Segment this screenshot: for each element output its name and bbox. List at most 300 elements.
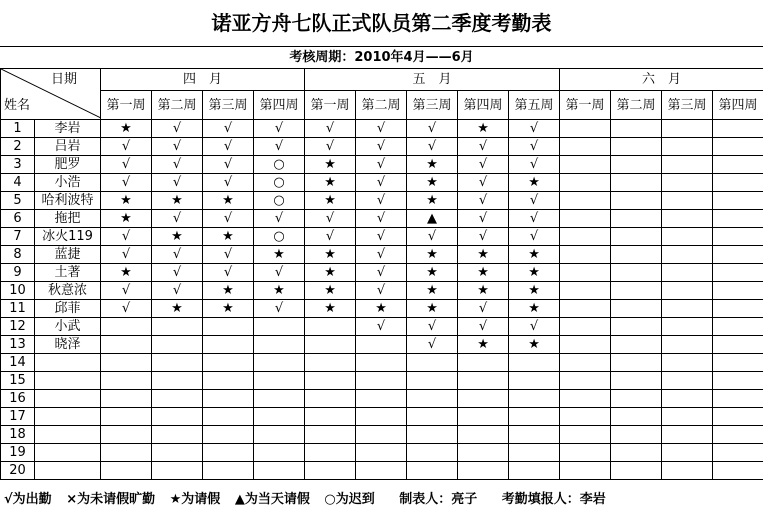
attendance-cell[interactable]: √ xyxy=(203,246,254,264)
attendance-cell[interactable] xyxy=(713,228,763,246)
attendance-cell[interactable] xyxy=(152,444,203,462)
attendance-cell[interactable] xyxy=(662,156,713,174)
attendance-cell[interactable] xyxy=(713,444,763,462)
attendance-reporter: 考勤填报人：李岩 xyxy=(501,492,606,507)
attendance-cell[interactable] xyxy=(560,426,611,444)
row-number: 13 xyxy=(1,336,35,354)
attendance-cell[interactable]: √ xyxy=(203,156,254,174)
attendance-cell[interactable] xyxy=(611,210,662,228)
attendance-cell[interactable]: √ xyxy=(458,210,509,228)
attendance-cell[interactable]: √ xyxy=(458,156,509,174)
row-number: 4 xyxy=(1,174,35,192)
attendance-cell[interactable]: √ xyxy=(101,156,152,174)
attendance-cell[interactable] xyxy=(407,426,458,444)
attendance-cell[interactable] xyxy=(560,354,611,372)
attendance-cell[interactable] xyxy=(713,246,763,264)
attendance-cell[interactable] xyxy=(611,228,662,246)
attendance-cell[interactable] xyxy=(458,426,509,444)
attendance-cell[interactable] xyxy=(254,408,305,426)
attendance-cell[interactable] xyxy=(611,354,662,372)
attendance-cell[interactable]: √ xyxy=(509,156,560,174)
attendance-cell[interactable] xyxy=(458,372,509,390)
attendance-cell[interactable] xyxy=(713,120,763,138)
table-row xyxy=(1,444,763,462)
attendance-cell[interactable]: ★ xyxy=(305,264,356,282)
attendance-cell[interactable]: √ xyxy=(356,282,407,300)
attendance-cell[interactable]: ★ xyxy=(407,282,458,300)
attendance-cell[interactable]: √ xyxy=(356,210,407,228)
member-name[interactable] xyxy=(35,444,101,462)
attendance-cell[interactable]: ★ xyxy=(356,300,407,318)
attendance-cell[interactable] xyxy=(356,354,407,372)
attendance-cell[interactable]: ★ xyxy=(203,282,254,300)
attendance-cell[interactable] xyxy=(101,372,152,390)
attendance-cell[interactable]: √ xyxy=(407,336,458,354)
attendance-cell[interactable] xyxy=(560,462,611,480)
table-row xyxy=(1,300,763,318)
attendance-cell[interactable] xyxy=(509,372,560,390)
attendance-cell[interactable]: √ xyxy=(101,174,152,192)
attendance-cell[interactable]: √ xyxy=(509,228,560,246)
attendance-cell[interactable] xyxy=(560,264,611,282)
attendance-cell[interactable] xyxy=(611,444,662,462)
attendance-cell[interactable] xyxy=(713,354,763,372)
attendance-cell[interactable] xyxy=(713,300,763,318)
member-name[interactable]: 吕岩 xyxy=(35,138,101,156)
attendance-cell[interactable] xyxy=(662,318,713,336)
row-number: 16 xyxy=(1,390,35,408)
member-name[interactable]: 蓝捷 xyxy=(35,246,101,264)
attendance-cell[interactable] xyxy=(713,282,763,300)
attendance-cell[interactable]: √ xyxy=(305,120,356,138)
attendance-cell[interactable] xyxy=(713,390,763,408)
attendance-cell[interactable] xyxy=(101,354,152,372)
attendance-cell[interactable]: √ xyxy=(407,120,458,138)
attendance-cell[interactable] xyxy=(560,282,611,300)
attendance-cell[interactable]: ○ xyxy=(254,192,305,210)
attendance-cell[interactable]: √ xyxy=(152,120,203,138)
member-name[interactable]: 拖把 xyxy=(35,210,101,228)
attendance-cell[interactable] xyxy=(203,390,254,408)
attendance-cell[interactable] xyxy=(662,372,713,390)
attendance-cell[interactable] xyxy=(407,408,458,426)
attendance-cell[interactable]: ★ xyxy=(458,120,509,138)
attendance-cell[interactable] xyxy=(560,156,611,174)
attendance-cell[interactable] xyxy=(611,282,662,300)
attendance-cell[interactable]: ★ xyxy=(509,174,560,192)
attendance-cell[interactable]: ★ xyxy=(305,282,356,300)
attendance-cell[interactable] xyxy=(152,390,203,408)
attendance-cell[interactable] xyxy=(305,390,356,408)
attendance-cell[interactable]: √ xyxy=(356,246,407,264)
attendance-cell[interactable] xyxy=(101,408,152,426)
attendance-cell[interactable]: √ xyxy=(407,318,458,336)
attendance-cell[interactable]: √ xyxy=(356,138,407,156)
attendance-cell[interactable] xyxy=(305,318,356,336)
member-name[interactable] xyxy=(35,354,101,372)
attendance-cell[interactable] xyxy=(356,462,407,480)
attendance-cell[interactable] xyxy=(305,426,356,444)
attendance-cell[interactable]: √ xyxy=(254,120,305,138)
attendance-cell[interactable] xyxy=(356,372,407,390)
member-name[interactable] xyxy=(35,462,101,480)
attendance-cell[interactable] xyxy=(713,138,763,156)
attendance-cell[interactable] xyxy=(152,318,203,336)
attendance-cell[interactable] xyxy=(407,444,458,462)
attendance-cell[interactable]: √ xyxy=(356,156,407,174)
attendance-cell[interactable] xyxy=(356,444,407,462)
attendance-cell[interactable]: √ xyxy=(203,138,254,156)
legend-late: ○为迟到 xyxy=(324,492,375,507)
attendance-cell[interactable]: √ xyxy=(305,138,356,156)
attendance-cell[interactable] xyxy=(305,444,356,462)
member-name[interactable]: 邱菲 xyxy=(35,300,101,318)
attendance-cell[interactable]: √ xyxy=(254,300,305,318)
attendance-cell[interactable]: √ xyxy=(203,264,254,282)
row-number: 9 xyxy=(1,264,35,282)
attendance-cell[interactable]: ★ xyxy=(101,210,152,228)
attendance-cell[interactable]: √ xyxy=(203,120,254,138)
attendance-cell[interactable]: ★ xyxy=(305,174,356,192)
attendance-cell[interactable]: ▲ xyxy=(407,210,458,228)
table-row xyxy=(1,372,763,390)
attendance-cell[interactable] xyxy=(713,462,763,480)
attendance-cell[interactable] xyxy=(101,390,152,408)
attendance-cell[interactable] xyxy=(662,138,713,156)
attendance-cell[interactable]: ★ xyxy=(509,336,560,354)
attendance-cell[interactable]: √ xyxy=(356,192,407,210)
attendance-cell[interactable] xyxy=(254,318,305,336)
attendance-cell[interactable] xyxy=(560,444,611,462)
attendance-cell[interactable]: √ xyxy=(458,174,509,192)
attendance-cell[interactable] xyxy=(407,354,458,372)
attendance-cell[interactable]: √ xyxy=(152,174,203,192)
attendance-cell[interactable]: √ xyxy=(152,282,203,300)
attendance-cell[interactable]: √ xyxy=(356,318,407,336)
attendance-cell[interactable] xyxy=(713,264,763,282)
attendance-cell[interactable]: ★ xyxy=(509,246,560,264)
attendance-cell[interactable]: ★ xyxy=(407,246,458,264)
member-name[interactable] xyxy=(35,408,101,426)
attendance-cell[interactable] xyxy=(203,372,254,390)
attendance-cell[interactable] xyxy=(356,336,407,354)
legend-leave: ★为请假 xyxy=(169,492,221,507)
attendance-cell[interactable] xyxy=(662,300,713,318)
attendance-cell[interactable] xyxy=(713,156,763,174)
attendance-cell[interactable] xyxy=(662,354,713,372)
attendance-cell[interactable]: √ xyxy=(305,228,356,246)
attendance-cell[interactable]: ★ xyxy=(407,174,458,192)
attendance-cell[interactable] xyxy=(152,354,203,372)
attendance-cell[interactable] xyxy=(254,462,305,480)
attendance-cell[interactable] xyxy=(305,462,356,480)
attendance-cell[interactable] xyxy=(611,372,662,390)
attendance-cell[interactable] xyxy=(152,336,203,354)
attendance-cell[interactable]: ★ xyxy=(509,264,560,282)
attendance-cell[interactable] xyxy=(254,354,305,372)
table-row xyxy=(1,138,763,156)
attendance-cell[interactable] xyxy=(662,120,713,138)
attendance-cell[interactable] xyxy=(560,390,611,408)
attendance-cell[interactable] xyxy=(611,192,662,210)
attendance-cell[interactable]: ○ xyxy=(254,228,305,246)
attendance-cell[interactable]: ★ xyxy=(458,336,509,354)
attendance-cell[interactable] xyxy=(101,336,152,354)
attendance-cell[interactable] xyxy=(611,408,662,426)
attendance-cell[interactable]: √ xyxy=(152,156,203,174)
attendance-cell[interactable] xyxy=(152,408,203,426)
attendance-cell[interactable] xyxy=(713,210,763,228)
attendance-cell[interactable]: √ xyxy=(407,228,458,246)
attendance-cell[interactable] xyxy=(101,318,152,336)
attendance-cell[interactable]: √ xyxy=(509,210,560,228)
attendance-cell[interactable]: ★ xyxy=(203,228,254,246)
attendance-cell[interactable]: ★ xyxy=(407,192,458,210)
attendance-cell[interactable] xyxy=(203,426,254,444)
attendance-cell[interactable]: √ xyxy=(458,228,509,246)
attendance-cell[interactable]: ★ xyxy=(458,264,509,282)
attendance-cell[interactable] xyxy=(458,444,509,462)
attendance-cell[interactable] xyxy=(509,390,560,408)
attendance-cell[interactable]: ★ xyxy=(305,300,356,318)
attendance-cell[interactable]: ★ xyxy=(254,246,305,264)
row-number: 12 xyxy=(1,318,35,336)
member-name[interactable]: 冰火119 xyxy=(35,228,101,246)
attendance-cell[interactable] xyxy=(560,318,611,336)
attendance-cell[interactable]: ★ xyxy=(458,282,509,300)
attendance-cell[interactable]: √ xyxy=(509,120,560,138)
attendance-cell[interactable]: √ xyxy=(356,174,407,192)
legend-same-day-leave: ▲为当天请假 xyxy=(234,492,310,507)
corner-header-cell xyxy=(1,69,101,120)
attendance-cell[interactable] xyxy=(203,408,254,426)
attendance-cell[interactable] xyxy=(713,426,763,444)
attendance-cell[interactable]: √ xyxy=(101,300,152,318)
attendance-cell[interactable]: ★ xyxy=(101,120,152,138)
attendance-cell[interactable] xyxy=(254,444,305,462)
attendance-cell[interactable]: ○ xyxy=(254,156,305,174)
attendance-cell[interactable] xyxy=(662,462,713,480)
member-name[interactable]: 土著 xyxy=(35,264,101,282)
attendance-cell[interactable] xyxy=(662,228,713,246)
attendance-cell[interactable]: √ xyxy=(254,138,305,156)
attendance-cell[interactable]: ★ xyxy=(407,156,458,174)
attendance-cell[interactable] xyxy=(203,462,254,480)
attendance-cell[interactable] xyxy=(611,120,662,138)
attendance-cell[interactable]: √ xyxy=(254,264,305,282)
member-name[interactable] xyxy=(35,390,101,408)
attendance-cell[interactable] xyxy=(458,408,509,426)
attendance-cell[interactable] xyxy=(509,408,560,426)
attendance-cell[interactable]: ★ xyxy=(305,192,356,210)
attendance-cell[interactable]: √ xyxy=(152,210,203,228)
attendance-cell[interactable]: √ xyxy=(509,192,560,210)
table-row xyxy=(1,426,763,444)
attendance-cell[interactable]: ★ xyxy=(305,246,356,264)
attendance-cell[interactable] xyxy=(611,318,662,336)
attendance-cell[interactable] xyxy=(560,192,611,210)
member-name[interactable] xyxy=(35,426,101,444)
member-name[interactable]: 李岩 xyxy=(35,120,101,138)
attendance-cell[interactable]: √ xyxy=(458,318,509,336)
attendance-cell[interactable]: ★ xyxy=(254,282,305,300)
attendance-cell[interactable]: √ xyxy=(356,120,407,138)
attendance-cell[interactable] xyxy=(101,462,152,480)
attendance-cell[interactable]: ★ xyxy=(509,282,560,300)
attendance-cell[interactable] xyxy=(509,462,560,480)
member-name[interactable]: 肥罗 xyxy=(35,156,101,174)
attendance-cell[interactable] xyxy=(152,426,203,444)
attendance-cell[interactable] xyxy=(662,174,713,192)
attendance-cell[interactable] xyxy=(611,156,662,174)
attendance-cell[interactable] xyxy=(611,336,662,354)
attendance-cell[interactable] xyxy=(356,426,407,444)
attendance-cell[interactable] xyxy=(662,282,713,300)
attendance-cell[interactable] xyxy=(611,264,662,282)
attendance-cell[interactable] xyxy=(203,354,254,372)
attendance-cell[interactable] xyxy=(254,372,305,390)
attendance-cell[interactable] xyxy=(713,336,763,354)
attendance-cell[interactable] xyxy=(152,462,203,480)
member-name[interactable]: 晓泽 xyxy=(35,336,101,354)
attendance-cell[interactable] xyxy=(509,426,560,444)
attendance-cell[interactable] xyxy=(713,318,763,336)
attendance-cell[interactable] xyxy=(305,372,356,390)
attendance-cell[interactable]: ★ xyxy=(203,192,254,210)
attendance-cell[interactable]: √ xyxy=(203,210,254,228)
attendance-cell[interactable] xyxy=(662,210,713,228)
attendance-cell[interactable] xyxy=(254,426,305,444)
attendance-cell[interactable]: √ xyxy=(458,300,509,318)
attendance-cell[interactable] xyxy=(356,390,407,408)
attendance-cell[interactable]: √ xyxy=(407,138,458,156)
attendance-cell[interactable] xyxy=(560,246,611,264)
attendance-cell[interactable] xyxy=(560,336,611,354)
attendance-cell[interactable]: ★ xyxy=(152,300,203,318)
attendance-cell[interactable]: √ xyxy=(152,246,203,264)
attendance-cell[interactable] xyxy=(560,372,611,390)
attendance-cell[interactable] xyxy=(662,408,713,426)
attendance-cell[interactable] xyxy=(407,390,458,408)
attendance-cell[interactable]: √ xyxy=(305,210,356,228)
attendance-cell[interactable]: √ xyxy=(458,192,509,210)
attendance-cell[interactable]: ○ xyxy=(254,174,305,192)
attendance-cell[interactable] xyxy=(305,336,356,354)
attendance-cell[interactable] xyxy=(611,174,662,192)
row-number: 11 xyxy=(1,300,35,318)
attendance-cell[interactable] xyxy=(560,138,611,156)
attendance-cell[interactable] xyxy=(662,246,713,264)
member-name[interactable]: 秋意浓 xyxy=(35,282,101,300)
attendance-cell[interactable] xyxy=(611,426,662,444)
attendance-cell[interactable] xyxy=(203,318,254,336)
attendance-cell[interactable] xyxy=(560,300,611,318)
attendance-cell[interactable]: √ xyxy=(101,138,152,156)
member-name[interactable]: 小浩 xyxy=(35,174,101,192)
attendance-cell[interactable] xyxy=(713,192,763,210)
attendance-cell[interactable] xyxy=(713,174,763,192)
attendance-cell[interactable] xyxy=(560,174,611,192)
attendance-cell[interactable]: √ xyxy=(203,174,254,192)
attendance-cell[interactable] xyxy=(305,354,356,372)
attendance-cell[interactable]: √ xyxy=(458,138,509,156)
attendance-cell[interactable] xyxy=(305,408,356,426)
attendance-cell[interactable]: √ xyxy=(101,228,152,246)
attendance-cell[interactable]: ★ xyxy=(458,246,509,264)
attendance-cell[interactable] xyxy=(152,372,203,390)
attendance-cell[interactable] xyxy=(713,372,763,390)
member-name[interactable]: 哈利波特 xyxy=(35,192,101,210)
attendance-cell[interactable] xyxy=(407,462,458,480)
attendance-cell[interactable]: ★ xyxy=(509,300,560,318)
member-name[interactable] xyxy=(35,372,101,390)
attendance-cell[interactable]: √ xyxy=(152,264,203,282)
attendance-cell[interactable] xyxy=(611,246,662,264)
attendance-cell[interactable]: ★ xyxy=(203,300,254,318)
attendance-cell[interactable] xyxy=(407,372,458,390)
attendance-cell[interactable]: √ xyxy=(101,282,152,300)
attendance-cell[interactable] xyxy=(509,354,560,372)
date-header-label: 日期 xyxy=(51,72,78,87)
attendance-cell[interactable]: √ xyxy=(356,264,407,282)
attendance-cell[interactable] xyxy=(662,426,713,444)
attendance-cell[interactable]: ★ xyxy=(407,300,458,318)
attendance-cell[interactable] xyxy=(662,390,713,408)
attendance-cell[interactable] xyxy=(560,228,611,246)
attendance-cell[interactable] xyxy=(560,210,611,228)
attendance-cell[interactable] xyxy=(611,462,662,480)
attendance-cell[interactable] xyxy=(611,300,662,318)
row-number: 3 xyxy=(1,156,35,174)
attendance-cell[interactable]: ★ xyxy=(101,264,152,282)
table-row xyxy=(1,228,763,246)
attendance-cell[interactable] xyxy=(203,444,254,462)
attendance-cell[interactable] xyxy=(662,192,713,210)
attendance-cell[interactable] xyxy=(254,390,305,408)
attendance-cell[interactable] xyxy=(254,336,305,354)
attendance-cell[interactable]: √ xyxy=(152,138,203,156)
attendance-cell[interactable] xyxy=(458,354,509,372)
attendance-cell[interactable] xyxy=(560,120,611,138)
member-name[interactable]: 小武 xyxy=(35,318,101,336)
attendance-cell[interactable] xyxy=(713,408,763,426)
attendance-cell[interactable] xyxy=(560,408,611,426)
attendance-cell[interactable] xyxy=(203,336,254,354)
attendance-cell[interactable] xyxy=(662,336,713,354)
attendance-cell[interactable]: ★ xyxy=(152,228,203,246)
attendance-cell[interactable] xyxy=(101,426,152,444)
attendance-cell[interactable] xyxy=(662,444,713,462)
attendance-cell[interactable] xyxy=(356,408,407,426)
attendance-cell[interactable]: ★ xyxy=(305,156,356,174)
attendance-cell[interactable]: √ xyxy=(254,210,305,228)
attendance-cell[interactable]: √ xyxy=(509,138,560,156)
attendance-cell[interactable]: ★ xyxy=(152,192,203,210)
attendance-cell[interactable]: ★ xyxy=(407,264,458,282)
attendance-cell[interactable]: √ xyxy=(509,318,560,336)
attendance-cell[interactable] xyxy=(509,444,560,462)
attendance-cell[interactable] xyxy=(662,264,713,282)
table-row xyxy=(1,264,763,282)
attendance-cell[interactable]: ★ xyxy=(101,192,152,210)
attendance-cell[interactable] xyxy=(611,390,662,408)
attendance-cell[interactable] xyxy=(101,444,152,462)
attendance-cell[interactable] xyxy=(458,462,509,480)
attendance-cell[interactable] xyxy=(611,138,662,156)
attendance-cell[interactable] xyxy=(458,390,509,408)
attendance-cell[interactable]: √ xyxy=(356,228,407,246)
attendance-cell[interactable]: √ xyxy=(101,246,152,264)
